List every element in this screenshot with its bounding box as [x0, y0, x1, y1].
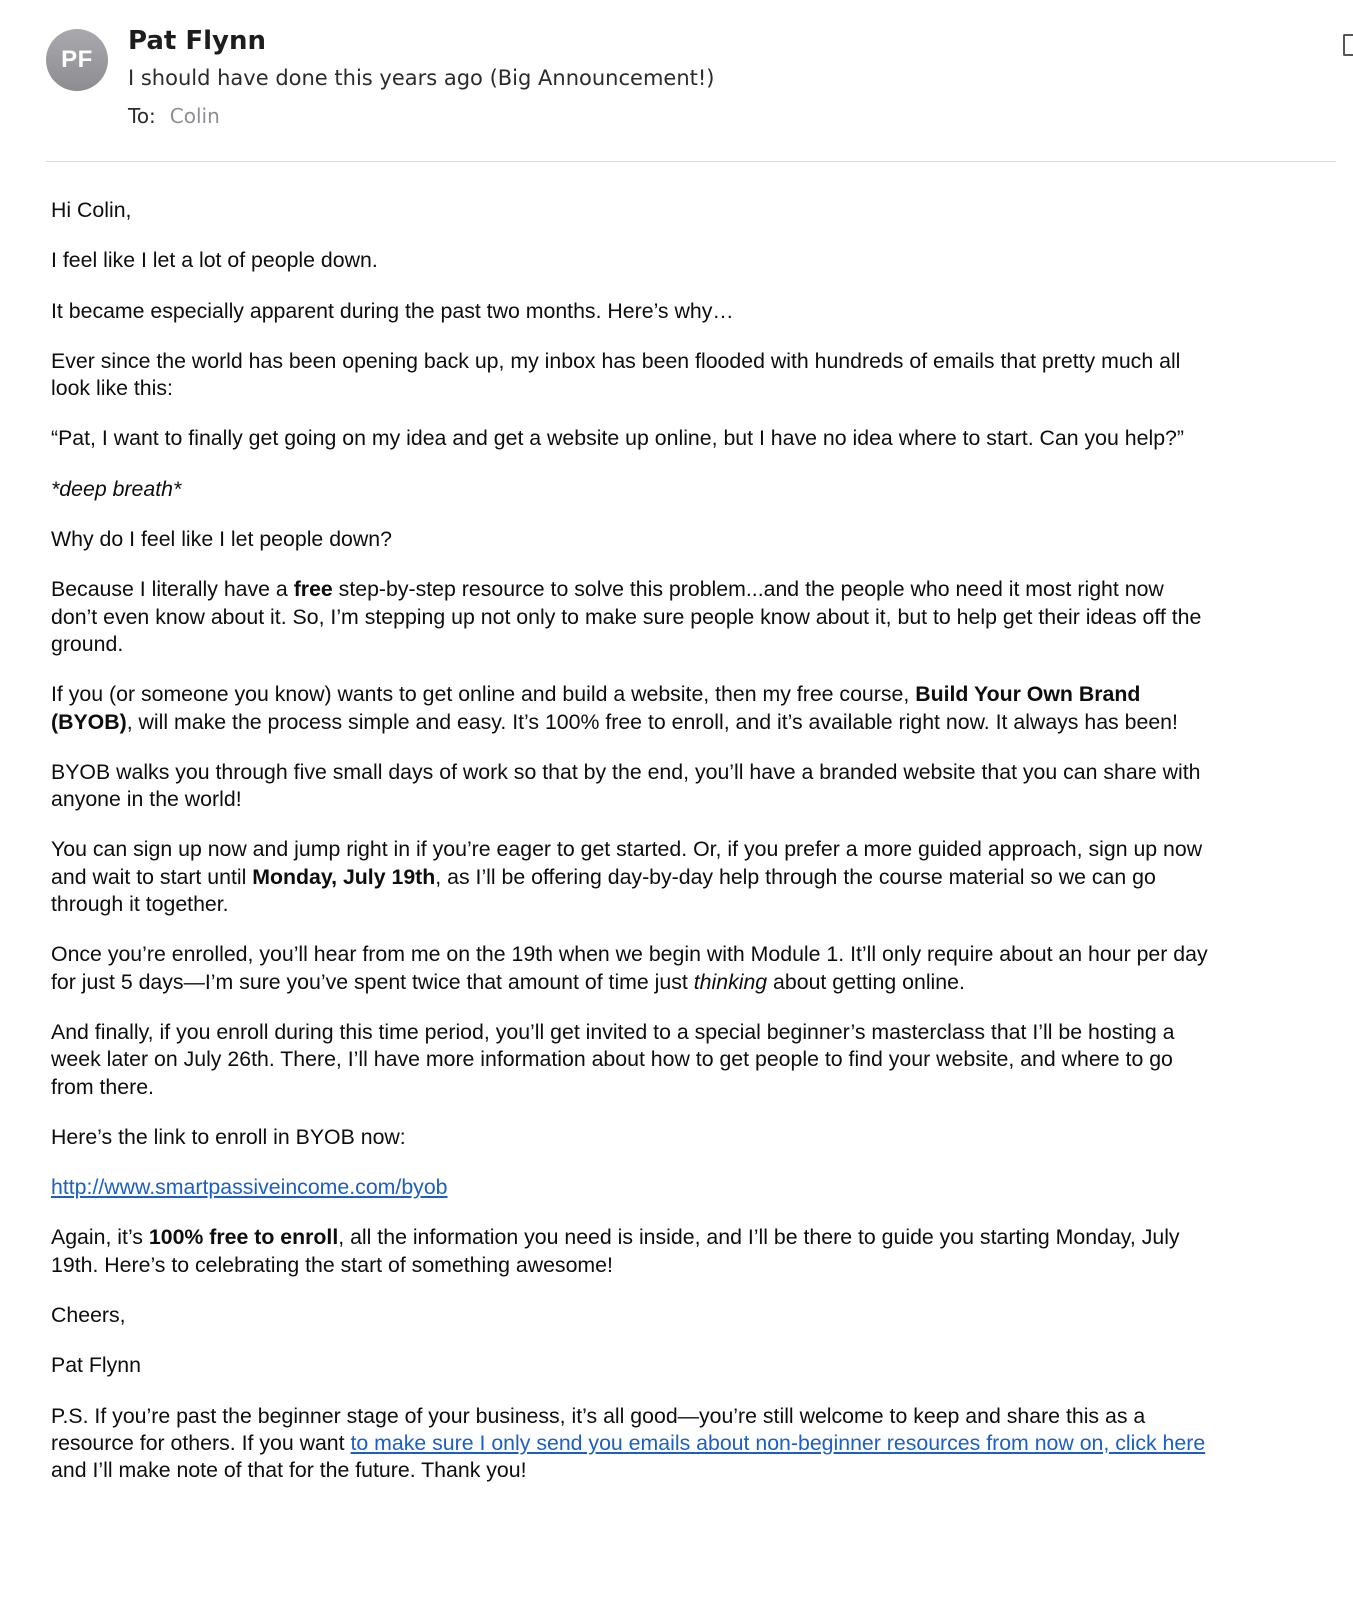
- paragraph: Ever since the world has been opening back up, my inbox has been flooded with hundreds of emails that pretty much all look like this:: [51, 348, 1181, 401]
- email-body: [51, 197, 1211, 1508]
- greeting: Hi Colin,: [51, 198, 132, 222]
- sender-name[interactable]: Pat Flynn: [128, 26, 267, 56]
- signoff: Cheers,: [51, 1303, 126, 1328]
- email-header: [0, 0, 1353, 165]
- text: P.S. If you’re past the beginner stage of your business, it’s all good—you’re still welcome to keep and share this as a resource for others. If you want: [51, 1403, 1146, 1455]
- preferences-link[interactable]: to make sure I only send you emails about non-beginner resources from now on, click here: [350, 1430, 1206, 1455]
- paragraph: [51, 941, 1211, 996]
- italic-text: *deep breath*: [51, 476, 182, 501]
- paragraph: [51, 836, 1211, 918]
- paragraph: [51, 1224, 1211, 1279]
- signature: Pat Flynn: [51, 1353, 141, 1378]
- link-paragraph: [51, 1174, 1211, 1201]
- to-label: To:: [128, 104, 156, 128]
- text: Because I literally have a: [51, 577, 294, 602]
- text: step-by-step resource to solve this problem...and the people who need it most right now don’t even know about it. So, I’m stepping up not only to make sure people know about it, but to help get their ideas off the ground.: [51, 577, 1202, 656]
- email-subject: I should have done this years ago (Big Announcement!): [128, 66, 715, 90]
- bold-text: 100% free to enroll: [148, 1225, 339, 1250]
- recipient-line: [128, 104, 220, 128]
- paragraph: Here’s the link to enroll in BYOB now:: [51, 1124, 406, 1149]
- text: Once you’re enrolled, you’ll hear from me on the 19th when we begin with Module 1. It’ll only require about an hour per day for just 5 days—I’m sure you’ve spent twice that amount of time just: [51, 942, 1208, 994]
- text: If you (or someone you know) wants to get online and build a website, then my free course,: [51, 682, 916, 707]
- text: You can sign up now and jump right in if you’re eager to get started. Or, if you prefer a more guided approach, sign up now and wait to start until: [51, 837, 1203, 889]
- bold-text: free: [293, 577, 333, 602]
- recipient-name[interactable]: Colin: [169, 104, 220, 128]
- bold-text: Build Your Own Brand (BYOB): [51, 682, 1141, 734]
- sender-avatar[interactable]: PF: [46, 29, 108, 91]
- text: about getting online.: [767, 969, 965, 994]
- header-divider: [46, 161, 1336, 162]
- paragraph: Why do I feel like I let people down?: [51, 527, 392, 552]
- bold-text: Monday, July 19th: [252, 864, 436, 889]
- paragraph: BYOB walks you through five small days of work so that by the end, you’ll have a branded website that you can share with anyone in the world!: [51, 759, 1201, 812]
- paragraph: I feel like I let a lot of people down.: [51, 248, 378, 273]
- text: , as I’ll be offering day-by-day help through the course material so we can go through it together.: [51, 864, 1156, 917]
- quote-paragraph: “Pat, I want to finally get going on my idea and get a website up online, but I have no idea where to start. Can you help?”: [51, 426, 1184, 451]
- enroll-link[interactable]: http://www.smartpassiveincome.com/byob: [51, 1175, 448, 1200]
- paragraph: It became especially apparent during the past two months. Here’s why…: [51, 298, 734, 323]
- postscript: [51, 1403, 1211, 1485]
- text: , all the information you need is inside, and I’ll be there to guide you starting Monday, July 19th. Here’s to celebrating the start of something awesome!: [51, 1225, 1180, 1277]
- italic-text: thinking: [693, 969, 768, 994]
- text: Again, it’s: [51, 1225, 149, 1250]
- text: and I’ll make note of that for the future. Thank you!: [51, 1458, 527, 1483]
- reply-icon[interactable]: [1343, 34, 1353, 56]
- paragraph: [51, 681, 1211, 736]
- text: , will make the process simple and easy. It’s 100% free to enroll, and it’s available right now. It always has been!: [126, 709, 1178, 734]
- italic-aside: [51, 476, 1211, 503]
- paragraph: And finally, if you enroll during this time period, you’ll get invited to a special beginner’s masterclass that I’ll be hosting a week later on July 26th. There, I’ll have more information about how to get people to find your website, and where to go from there.: [51, 1019, 1175, 1099]
- paragraph: [51, 576, 1211, 658]
